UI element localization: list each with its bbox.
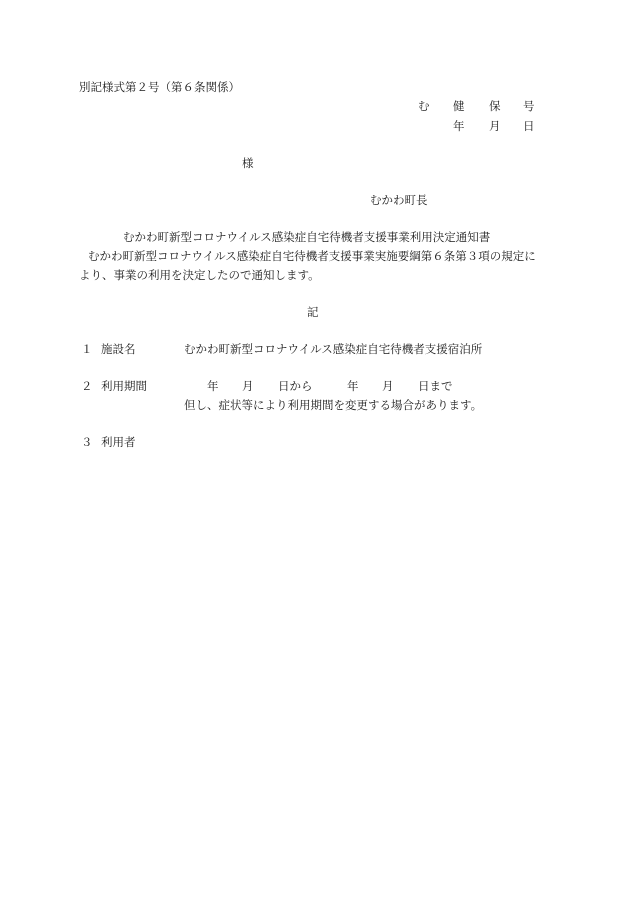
- number-part-ken: 健: [453, 99, 465, 113]
- ki-heading: 記: [307, 305, 319, 319]
- usage-period-note: 但し、症状等により利用期間を変更する場合があります。: [184, 398, 483, 412]
- period-end-month: 月: [382, 379, 394, 393]
- body-text-line-2: より、事業の利用を決定したので通知します。: [79, 268, 320, 282]
- item-2-number: ２: [81, 379, 93, 393]
- document-title: むかわ町新型コロナウイルス感染症自宅待機者支援事業利用決定通知書: [123, 230, 491, 244]
- item-1-label: 施設名: [101, 342, 136, 356]
- recipient-honorific: 様: [242, 156, 254, 170]
- issuer-name: むかわ町長: [370, 193, 428, 207]
- body-text-line-1: むかわ町新型コロナウイルス感染症自宅待機者支援事業実施要綱第６条第３項の規定に: [88, 249, 536, 263]
- date-month: 月: [489, 119, 501, 133]
- number-prefix: む: [418, 99, 430, 113]
- item-2-label: 利用期間: [101, 379, 147, 393]
- period-start-month: 月: [242, 379, 254, 393]
- item-1-number: １: [81, 342, 93, 356]
- number-part-ho: 保: [489, 99, 501, 113]
- period-end-day: 日まで: [418, 379, 453, 393]
- date-year: 年: [453, 119, 465, 133]
- number-suffix: 号: [523, 99, 535, 113]
- period-start-year: 年: [207, 379, 219, 393]
- period-end-year: 年: [347, 379, 359, 393]
- item-3-number: ３: [81, 435, 93, 449]
- form-reference: 別記様式第２号（第６条関係）: [79, 80, 240, 94]
- item-3-label: 利用者: [101, 435, 136, 449]
- date-day: 日: [523, 119, 535, 133]
- period-start-day: 日から: [278, 379, 313, 393]
- facility-name-value: むかわ町新型コロナウイルス感染症自宅待機者支援宿泊所: [184, 342, 483, 356]
